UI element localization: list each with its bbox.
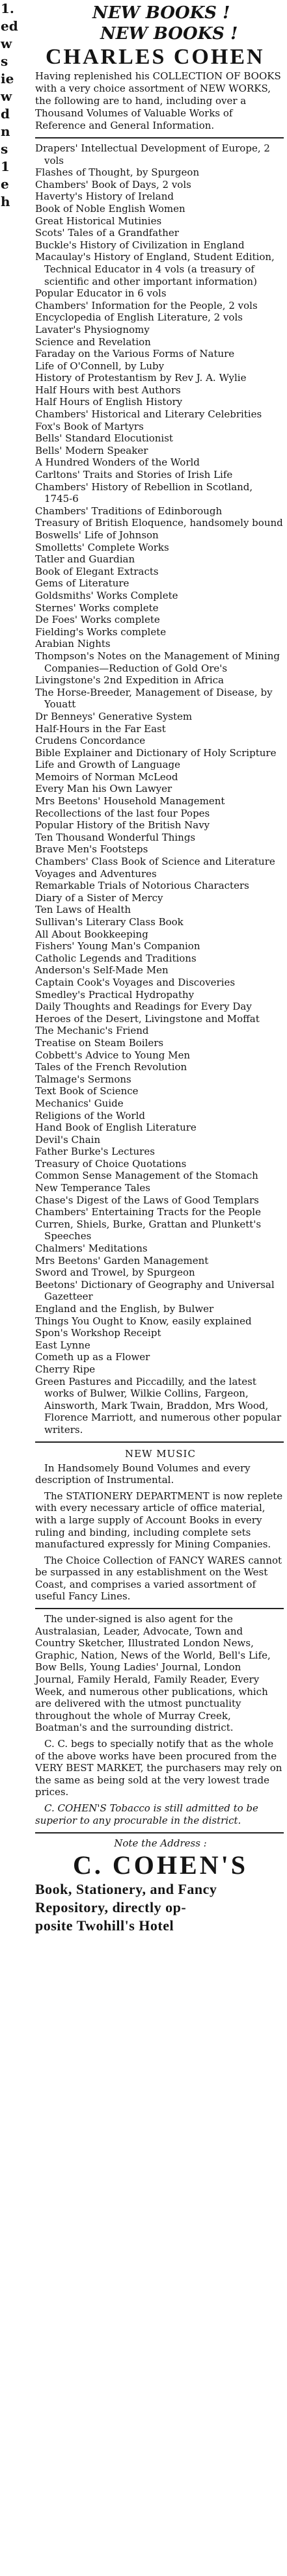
catalogue-item: A Hundred Wonders of the World bbox=[35, 456, 200, 469]
catalogue-item: Heroes of the Desert, Livingstone and Moffat bbox=[35, 1012, 260, 1025]
margin-fragment: e bbox=[1, 176, 9, 192]
catalogue-item: Treasury of British Eloquence, handsomely bound bbox=[35, 517, 283, 529]
catalogue-item: Anderson's Self-Made Men bbox=[35, 964, 169, 977]
catalogue-item: Chalmers' Meditations bbox=[35, 1242, 148, 1255]
address-note: Note the Address : bbox=[114, 1837, 207, 1849]
catalogue-item: Life and Growth of Language bbox=[35, 759, 181, 771]
margin-fragment: n bbox=[1, 124, 10, 139]
catalogue-item: Carltons' Traits and Stories of Irish Life bbox=[35, 469, 233, 481]
catalogue-item: Remarkable Trials of Notorious Characters bbox=[35, 880, 249, 892]
catalogue-item: Sullivan's Literary Class Book bbox=[35, 916, 184, 928]
catalogue-item: Chambers' Traditions of Edinborough bbox=[35, 505, 223, 517]
catalogue-item: Every Man his Own Lawyer bbox=[35, 783, 172, 795]
margin-fragment: ie bbox=[1, 71, 14, 86]
agent-paragraph: The under-signed is also agent for the Australasian, Leader, Advocate, Town and Country Sketcher, Illustrated London News, Graphic, Nation, News of the World, Bell's Life, Bow Bells, Young Ladies' Journal, London Journal, Family Herald, Family Reader, Every Week, and numerous other publications, which are delivered with the utmost punctuality throughout the whole of Murray Creek, Boatman's and the surrounding district. bbox=[35, 1613, 271, 1734]
catalogue-item: Crudens Concordance bbox=[35, 735, 146, 747]
catalogue-item: Mrs Beetons' Garden Management bbox=[35, 1254, 209, 1267]
new-music-text: In Handsomely Bound Volumes and every description of Instrumental. bbox=[35, 1462, 251, 1486]
headline-new-books-repeat: NEW BOOKS ! bbox=[100, 24, 238, 44]
catalogue-item: East Lynne bbox=[35, 1339, 90, 1351]
margin-fragment: s bbox=[1, 53, 8, 69]
catalogue-item: Ten Laws of Health bbox=[35, 904, 131, 916]
catalogue-item: Half Hours with best Authors bbox=[35, 384, 181, 396]
catalogue-item: Buckle's History of Civilization in England bbox=[35, 239, 245, 251]
catalogue-item: Popular History of the British Navy bbox=[35, 819, 210, 832]
catalogue-item: Curren, Shiels, Burke, Grattan and Plunkett's Speeches bbox=[35, 1218, 262, 1242]
catalogue-item: Boswells' Life of Johnson bbox=[35, 529, 159, 541]
catalogue-item: England and the English, by Bulwer bbox=[35, 1303, 214, 1315]
catalogue-item: Father Burke's Lectures bbox=[35, 1146, 155, 1158]
margin-fragment: s bbox=[1, 141, 8, 157]
intro-text: Having replenished his COLLECTION OF BOOKS with a very choice assortment of NEW WORKS, the following are to hand, including over a Thousand Volumes of Valuable Works of Reference and General Information. bbox=[35, 70, 281, 131]
margin-fragment: ed bbox=[1, 18, 18, 34]
catalogue-item: Great Historical Mutinies bbox=[35, 215, 162, 227]
catalogue-item: Half-Hours in the Far East bbox=[35, 722, 166, 735]
catalogue-item: Bells' Modern Speaker bbox=[35, 444, 148, 456]
catalogue-item: Fishers' Young Man's Companion bbox=[35, 940, 200, 953]
catalogue-item: Catholic Legends and Traditions bbox=[35, 952, 197, 964]
catalogue-item: Treatise on Steam Boilers bbox=[35, 1036, 164, 1049]
catalogue-item: New Temperance Tales bbox=[35, 1182, 151, 1194]
divider-rule bbox=[35, 1832, 284, 1833]
catalogue-item: Text Book of Science bbox=[35, 1085, 139, 1097]
catalogue-item: Cobbett's Advice to Young Men bbox=[35, 1049, 191, 1061]
margin-fragment: h bbox=[1, 194, 10, 209]
margin-fragment: 1. bbox=[1, 1, 14, 16]
catalogue-item: Arabian Nights bbox=[35, 638, 111, 650]
catalogue-item: Devil's Chain bbox=[35, 1133, 101, 1146]
catalogue-item: Religions of the World bbox=[35, 1109, 146, 1122]
catalogue-item: Captain Cook's Voyages and Discoveries bbox=[35, 976, 236, 988]
catalogue-item: Treasury of Choice Quotations bbox=[35, 1157, 187, 1170]
catalogue-item: Memoirs of Norman McLeod bbox=[35, 770, 178, 783]
catalogue-item: Chambers' Entertaining Tracts for the People bbox=[35, 1206, 261, 1218]
divider-rule bbox=[35, 1608, 284, 1609]
catalogue-item: Sternes' Works complete bbox=[35, 601, 159, 614]
footer-shop-name: C. COHEN'S bbox=[73, 1850, 248, 1880]
stationery-paragraph: The STATIONERY DEPARTMENT is now replete with every necessary article of office material, with a large supply of Account Books in every ruling and binding, including complete sets manufactured expressly for Mining Companies. bbox=[35, 1490, 283, 1551]
catalogue-item: Cometh up as a Flower bbox=[35, 1351, 150, 1363]
margin-fragment: d bbox=[1, 106, 10, 122]
advertiser-name: CHARLES COHEN bbox=[46, 45, 265, 69]
catalogue-item: Mechanics' Guide bbox=[35, 1097, 124, 1109]
catalogue-item: Diary of a Sister of Mercy bbox=[35, 891, 163, 904]
catalogue-item: Half Hours of English History bbox=[35, 396, 183, 408]
catalogue-item: Tales of the French Revolution bbox=[35, 1061, 187, 1073]
intro-paragraph bbox=[14, 70, 286, 132]
catalogue-item: Science and Revelation bbox=[35, 335, 151, 348]
catalogue-item: Brave Men's Footsteps bbox=[35, 843, 148, 856]
catalogue-item: Beetons' Dictionary of Geography and Universal Gazetteer bbox=[35, 1278, 275, 1303]
footer-line-3: posite Twohill's Hotel bbox=[35, 1917, 174, 1934]
catalogue-item: Spon's Workshop Receipt bbox=[35, 1327, 161, 1339]
divider-rule bbox=[35, 1441, 284, 1443]
catalogue-item: Sword and Trowel, by Spurgeon bbox=[35, 1267, 195, 1279]
catalogue-item: Fielding's Works complete bbox=[35, 625, 167, 638]
catalogue-item: The Horse-Breeder, Management of Disease, by Youatt bbox=[35, 686, 273, 711]
footer-line-2: Repository, directly op- bbox=[35, 1899, 187, 1915]
catalogue-item: Green Pastures and Piccadilly, and the latest works of Bulwer, Wilkie Collins, Fargeon, Ainsworth, Mark Twain, Braddon, Mrs Wood, Florence Marriott, and numerous other popular writers. bbox=[35, 1375, 282, 1436]
adjacent-column-fragments bbox=[0, 0, 18, 234]
catalogue-item: Dr Benneys' Generative System bbox=[35, 710, 193, 722]
catalogue-item: Book of Elegant Extracts bbox=[35, 565, 159, 577]
margin-fragment: w bbox=[1, 88, 12, 104]
catalogue-item: Hand Book of English Literature bbox=[35, 1122, 197, 1134]
catalogue-item: Gems of Literature bbox=[35, 577, 130, 590]
catalogue-item: Popular Educator in 6 vols bbox=[35, 287, 167, 300]
catalogue-item: Bells' Standard Elocutionist bbox=[35, 432, 173, 445]
catalogue-item: De Foes' Works complete bbox=[35, 614, 160, 626]
catalogue-item: Bible Explainer and Dictionary of Holy Scripture bbox=[35, 746, 277, 759]
catalogue-item: Life of O'Connell, by Luby bbox=[35, 360, 165, 372]
catalogue-item: Faraday on the Various Forms of Nature bbox=[35, 348, 235, 360]
catalogue-item: All About Bookkeeping bbox=[35, 928, 148, 940]
book-catalogue-list bbox=[14, 142, 286, 1436]
catalogue-item: Cherry Ripe bbox=[35, 1363, 96, 1375]
catalogue-item: Lavater's Physiognomy bbox=[35, 323, 150, 335]
fancy-wares-paragraph: The Choice Collection of FANCY WARES cannot be surpassed in any establishment on the West Coast, and comprises a varied assortment of useful Fancy Lines. bbox=[35, 1554, 282, 1603]
catalogue-item: Chambers' Information for the People, 2 vols bbox=[35, 299, 258, 311]
catalogue-item: Book of Noble English Women bbox=[35, 202, 185, 215]
catalogue-item: Tatler and Guardian bbox=[35, 553, 135, 566]
catalogue-item: Common Sense Management of the Stomach bbox=[35, 1170, 258, 1182]
catalogue-item: Chambers' History of Rebellion in Scotland, 1745-6 bbox=[35, 480, 253, 505]
catalogue-item: The Mechanic's Friend bbox=[35, 1025, 149, 1037]
catalogue-item: Daily Thoughts and Readings for Every Day bbox=[35, 1001, 252, 1013]
margin-fragment: 1 bbox=[1, 159, 10, 174]
catalogue-item: Drapers' Intellectual Development of Europe, 2 vols bbox=[35, 142, 270, 166]
catalogue-item: Scots' Tales of a Grandfather bbox=[35, 227, 179, 239]
tobacco-notice: C. COHEN'S Tobacco is still admitted to be superior to any procurable in the district. bbox=[35, 1802, 258, 1826]
catalogue-item: Goldsmiths' Works Complete bbox=[35, 589, 178, 601]
catalogue-item: Smolletts' Complete Works bbox=[35, 541, 169, 553]
catalogue-item: Macaulay's History of England, Student Edition, Technical Educator in 4 vols (a treasury of scientific and other important information) bbox=[35, 251, 275, 287]
catalogue-item: Haverty's History of Ireland bbox=[35, 191, 174, 203]
catalogue-item: Things You Ought to Know, easily explained bbox=[35, 1315, 252, 1327]
catalogue-item: Recollections of the last four Popes bbox=[35, 807, 210, 819]
catalogue-item: Voyages and Adventures bbox=[35, 867, 157, 880]
catalogue-item: History of Protestantism by Rev J. A. Wylie bbox=[35, 372, 247, 384]
advertisement-column bbox=[14, 3, 286, 2575]
divider-rule bbox=[35, 137, 284, 138]
margin-fragment: w bbox=[1, 36, 12, 51]
catalogue-item: Chambers' Historical and Literary Celebrities bbox=[35, 408, 262, 421]
catalogue-item: Smedley's Practical Hydropathy bbox=[35, 988, 195, 1001]
catalogue-item: Talmage's Sermons bbox=[35, 1073, 131, 1085]
footer-line-1: Book, Stationery, and Fancy bbox=[35, 1880, 217, 1897]
catalogue-item: Livingstone's 2nd Expedition in Africa bbox=[35, 674, 224, 687]
catalogue-item: Mrs Beetons' Household Management bbox=[35, 795, 225, 808]
catalogue-item: Chambers' Class Book of Science and Literature bbox=[35, 856, 275, 868]
catalogue-item: Fox's Book of Martyrs bbox=[35, 420, 144, 432]
catalogue-item: Encyclopedia of English Literature, 2 vols bbox=[35, 311, 243, 324]
catalogue-item: Thompson's Notes on the Management of Mining Companies—Reduction of Gold Ore's bbox=[35, 650, 280, 674]
catalogue-item: Flashes of Thought, by Spurgeon bbox=[35, 166, 200, 179]
headline-new-books: NEW BOOKS ! bbox=[92, 3, 230, 23]
new-music-heading: NEW MUSIC bbox=[125, 1447, 196, 1460]
catalogue-item: Ten Thousand Wonderful Things bbox=[35, 831, 196, 843]
catalogue-item: Chase's Digest of the Laws of Good Templars bbox=[35, 1194, 259, 1206]
catalogue-item: Chambers' Book of Days, 2 vols bbox=[35, 178, 191, 191]
pricing-notice: C. C. begs to specially notify that as the whole of the above works have been procured from the VERY BEST MARKET, the purchasers may rely on the same as being sold at the very lowest trade prices. bbox=[35, 1738, 282, 1798]
